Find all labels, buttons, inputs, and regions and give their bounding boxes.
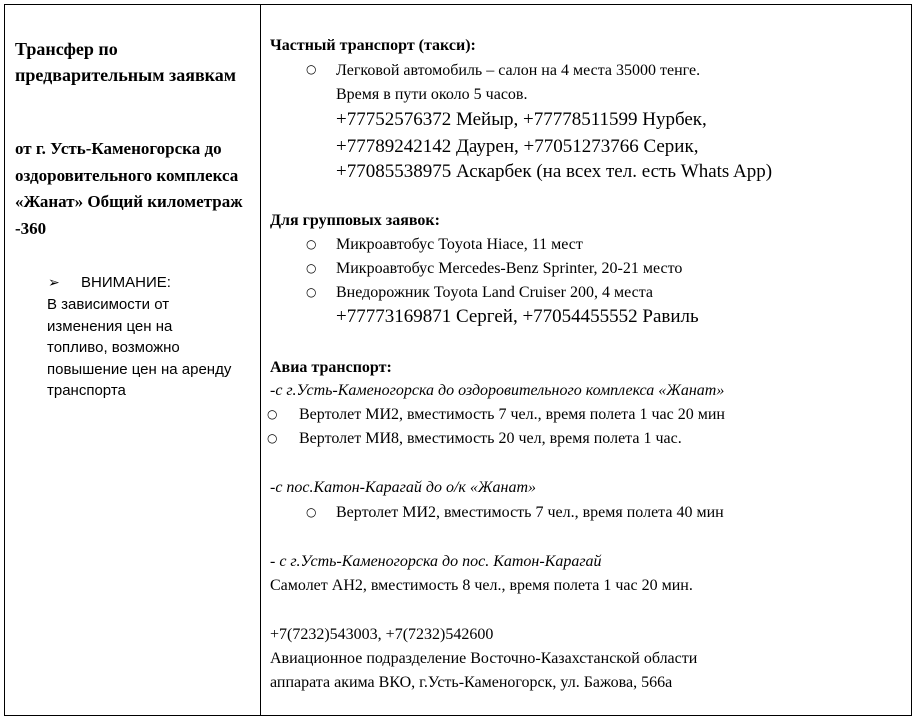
avia-route3-text: Самолет АН2, вместимость 8 чел., время полета 1 час 20 мин. — [270, 577, 693, 594]
route-summary: от г. Усть-Каменогорска до оздоровительного комплекса «Жанат» Общий километраж -360 — [15, 139, 243, 238]
group-item-sprinter: Микроавтобус Mercedes-Benz Sprinter, 20-21 место — [336, 260, 683, 277]
arrowhead-bullet-icon: ➢ — [48, 275, 60, 291]
circle-bullet-icon: ○ — [306, 285, 317, 299]
circle-bullet-icon: ○ — [306, 237, 317, 251]
avia-route1: -с г.Усть-Каменогорска до оздоровительного комплекса «Жанат» — [270, 382, 725, 399]
circle-bullet-icon: ○ — [267, 431, 278, 445]
avia-route2-item1: Вертолет МИ2, вместимость 7 чел., время полета 40 мин — [336, 504, 724, 521]
circle-bullet-icon: ○ — [306, 505, 317, 519]
group-item-hiace: Микроавтобус Toyota Hiace, 11 мест — [336, 236, 583, 253]
avia-contact-phones: +7(7232)543003, +7(7232)542600 — [270, 626, 494, 643]
taxi-phones-line2: +77789242142 Даурен, +77051273766 Серик, — [336, 136, 699, 157]
group-phones: +77773169871 Сергей, +77054455552 Равиль — [336, 306, 699, 327]
column-divider — [260, 5, 261, 715]
taxi-phones-line3: +77085538975 Аскарбек (на всех тел. есть Whats App) — [336, 161, 773, 182]
avia-contact-org: Авиационное подразделение Восточно-Казахстанской области — [270, 650, 698, 667]
group-orders-heading: Для групповых заявок: — [270, 212, 440, 229]
avia-route3: - с г.Усть-Каменогорска до пос. Катон-Карагай — [270, 553, 602, 570]
avia-contact-address: аппарата акима ВКО, г.Усть-Каменогорск, ул. Бажова, 566а — [270, 674, 673, 691]
transfer-title: Трансфер по предварительным заявкам — [15, 39, 237, 85]
taxi-item-line2: Время в пути около 5 часов. — [336, 86, 528, 103]
circle-bullet-icon: ○ — [306, 62, 317, 76]
avia-route1-item2: Вертолет МИ8, вместимость 20 чел, время полета 1 час. — [299, 430, 682, 447]
avia-route2: -с пос.Катон-Карагай до о/к «Жанат» — [270, 479, 537, 496]
taxi-item-line1: Легковой автомобиль – салон на 4 места 35000 тенге. — [336, 62, 701, 79]
circle-bullet-icon: ○ — [267, 407, 278, 421]
avia-heading: Авиа транспорт: — [270, 359, 392, 376]
group-item-land-cruiser: Внедорожник Toyota Land Cruiser 200, 4 места — [336, 284, 654, 301]
avia-route1-item1: Вертолет МИ2, вместимость 7 чел., время полета 1 час 20 мин — [299, 406, 725, 423]
circle-bullet-icon: ○ — [306, 261, 317, 275]
document-table — [4, 4, 912, 716]
private-transport-heading: Частный транспорт (такси): — [270, 37, 476, 54]
warning-text: В зависимости от изменения цен на топливо, возможно повышение цен на аренду транспорта — [47, 296, 232, 399]
warning-title: ВНИМАНИЕ: — [81, 274, 171, 291]
taxi-phones-line1: +77752576372 Мейыр, +77778511599 Нурбек, — [336, 109, 707, 130]
